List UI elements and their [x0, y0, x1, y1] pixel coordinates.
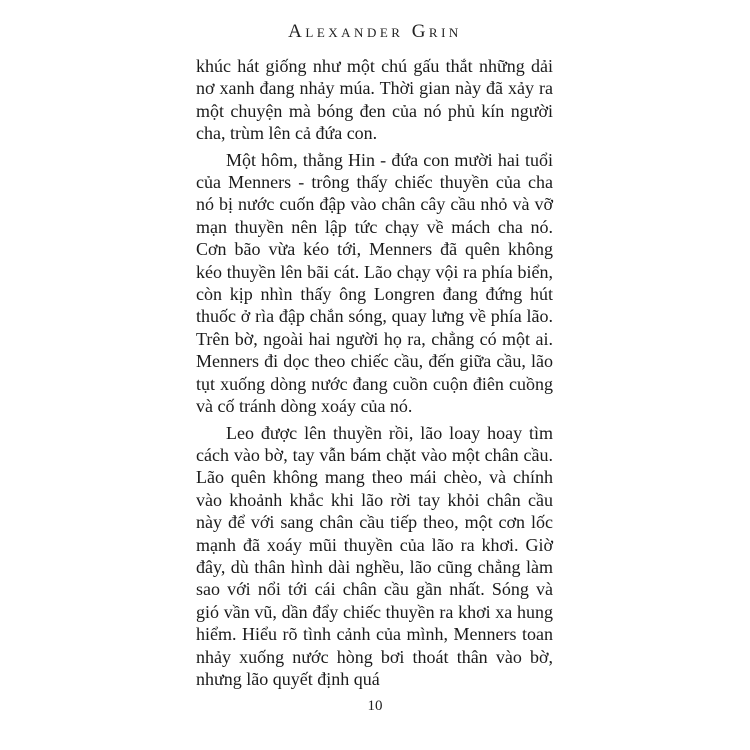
body-text	[196, 55, 553, 690]
page-number: 10	[367, 698, 383, 714]
paragraph-continuation: khúc hát giống như một chú gấu thắt những dải nơ xanh đang nhảy múa. Thời gian này đã xảy ra một chuyện mà bóng đen của nó phủ kín người cha, trùm lên cả đứa con.	[196, 56, 553, 144]
running-header: Alexander Grin	[288, 21, 462, 42]
paragraph: Leo được lên thuyền rồi, lão loay hoay tìm cách vào bờ, tay vẫn bám chặt vào một chân cầu. Lão quên không mang theo mái chèo, và chính vào khoảnh khắc khi lão rời tay khỏi chân cầu này để với sang chân cầu tiếp theo, một cơn lốc mạnh đã xoáy mũi thuyền của lão ra khơi. Giờ đây, dù thân hình dài nghều, lão cũng chẳng làm sao với nổi tới cái chân cầu gần nhất. Sóng và gió vần vũ, dần đẩy chiếc thuyền ra khơi xa hung hiểm. Hiểu rõ tình cảnh của mình, Menners toan nhảy xuống nước hòng bơi thoát thân vào bờ, nhưng lão quyết định quá	[196, 422, 553, 689]
paragraph: Một hôm, thằng Hin - đứa con mười hai tuổi của Menners - trông thấy chiếc thuyền của cha nó bị nước cuốn đập vào chân cây cầu nhỏ và vỡ mạn thuyền nên lập tức chạy về mách cha nó. Cơn bão vừa kéo tới, Menners đã quên không kéo thuyền lên bãi cát. Lão chạy vội ra phía biển, còn kịp nhìn thấy ông Longren đang đứng hút thuốc ở rìa đập chắn sóng, quay lưng về phía lão. Trên bờ, ngoài hai người họ ra, chẳng có một ai. Menners đi dọc theo chiếc cầu, đến giữa cầu, lão tụt xuống dòng nước đang cuồn cuộn điên cuồng và cố tránh dòng xoáy của nó.	[196, 149, 553, 417]
